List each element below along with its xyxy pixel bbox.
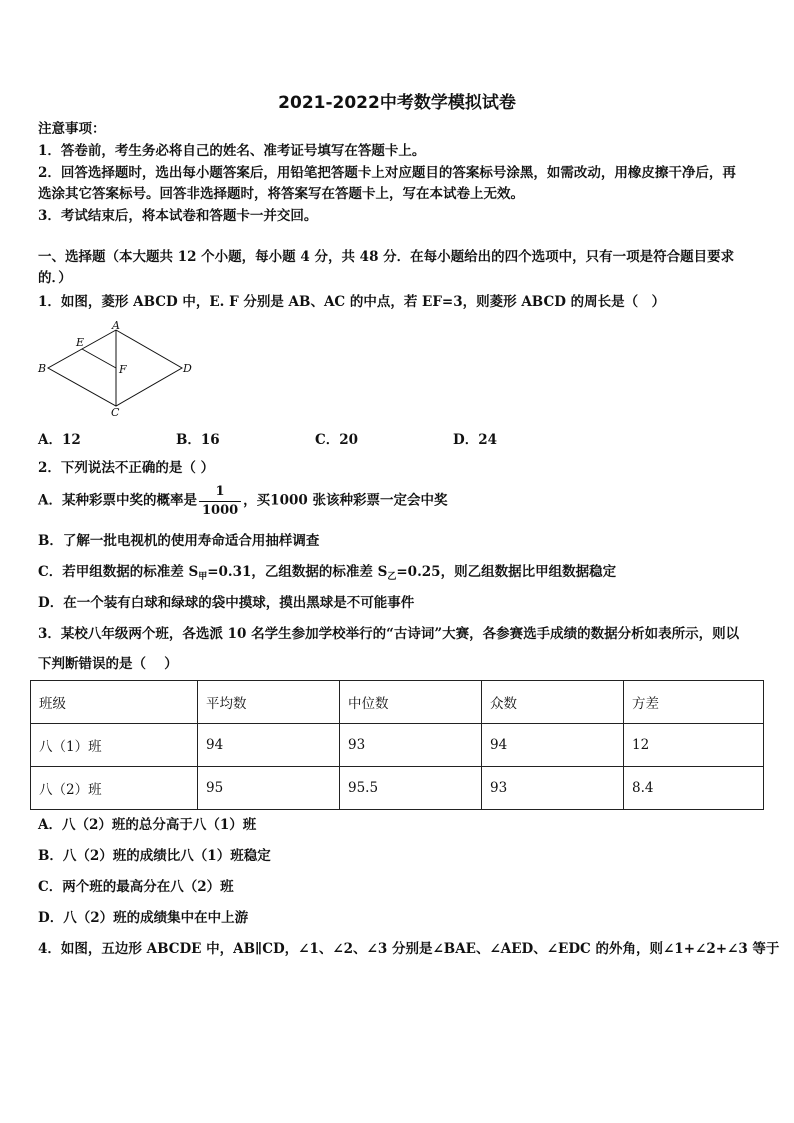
section-1-heading: 一、选择题（本大题共 12 个小题，每小题 4 分，共 48 分．在每小题给出的四个选项中，只有一项是符合题目要求 xyxy=(38,249,735,265)
notice-heading: 注意事项： xyxy=(38,121,106,137)
table-header-cell: 班级 xyxy=(31,681,198,724)
table-header-cell: 平均数 xyxy=(198,681,340,724)
fraction-numerator: 1 xyxy=(199,484,241,502)
q3-option-a: A．八（2）班的总分高于八（1）班 xyxy=(38,817,257,833)
q1-stem: 1．如图，菱形 ABCD 中，E. F 分别是 AB、AC 的中点，若 EF=3，则菱形 ABCD 的周长是（ ） xyxy=(38,294,666,310)
table-header-cell: 众数 xyxy=(482,681,624,724)
q3-stem: 3．某校八年级两个班，各选派 10 名学生参加学校举行的“古诗词”大赛，各参赛选手成绩的数据分析如表所示，则以 xyxy=(38,626,740,642)
table-cell: 95 xyxy=(198,767,340,810)
q3-option-d: D．八（2）班的成绩集中在中上游 xyxy=(38,910,249,926)
q1-option-c: C．20 xyxy=(315,432,359,448)
q1-option-a: A．12 xyxy=(38,432,81,448)
subscript-jia: 甲 xyxy=(198,572,208,582)
q2-option-c-part2: =0.31，乙组数据的标准差 S xyxy=(207,564,388,580)
table-header-cell: 方差 xyxy=(624,681,764,724)
table-cell: 八（1）班 xyxy=(31,724,198,767)
vertex-label-a: A xyxy=(112,319,120,332)
table-row xyxy=(31,767,764,810)
vertex-label-c: C xyxy=(111,406,120,418)
table-cell: 8.4 xyxy=(624,767,764,810)
table-cell: 12 xyxy=(624,724,764,767)
q1-option-d: D．24 xyxy=(453,432,497,448)
rhombus-figure xyxy=(30,318,200,418)
notice-item-1: 1．答卷前，考生务必将自己的姓名、准考证号填写在答题卡上。 xyxy=(38,143,426,159)
q3-option-b: B．八（2）班的成绩比八（1）班稳定 xyxy=(38,848,271,864)
q1-option-b: B．16 xyxy=(176,432,220,448)
q3-option-c: C．两个班的最高分在八（2）班 xyxy=(38,879,234,895)
q3-stem-cont: 下判断错误的是（ ） xyxy=(38,656,178,672)
q2-option-c-part1: C．若甲组数据的标准差 S xyxy=(38,564,199,580)
segment-ef xyxy=(82,349,116,368)
table-cell: 95.5 xyxy=(340,767,482,810)
q2-option-a-text: A．某种彩票中奖的概率是 xyxy=(38,492,197,509)
table-header-cell: 中位数 xyxy=(340,681,482,724)
fraction-denominator: 1000 xyxy=(201,502,239,518)
table-cell: 八（2）班 xyxy=(31,767,198,810)
table-cell: 93 xyxy=(482,767,624,810)
q2-option-c xyxy=(38,564,616,583)
section-1-heading-cont: 的．） xyxy=(38,270,72,286)
notice-item-2: 2．回答选择题时，选出每小题答案后，用铅笔把答题卡上对应题目的答案标号涂黑，如需改动，用橡皮擦干净后，再 xyxy=(38,165,736,181)
q2-option-a xyxy=(38,484,447,518)
table-cell: 94 xyxy=(198,724,340,767)
notice-item-2-cont: 选涂其它答案标号。回答非选择题时，将答案写在答题卡上，写在本试卷上无效。 xyxy=(38,186,524,202)
notice-item-3: 3．考试结束后，将本试卷和答题卡一并交回。 xyxy=(38,208,318,224)
q2-stem: 2．下列说法不正确的是（ ） xyxy=(38,460,215,476)
point-label-e: E xyxy=(76,336,85,349)
table-header-row xyxy=(31,681,764,724)
point-label-f: F xyxy=(119,363,127,376)
q2-option-c-part3: =0.25，则乙组数据比甲组数据稳定 xyxy=(396,564,617,580)
q2-option-d: D．在一个装有白球和绿球的袋中摸球，摸出黑球是不可能事件 xyxy=(38,595,415,611)
vertex-label-d: D xyxy=(183,362,192,375)
table-row xyxy=(31,724,764,767)
q4-stem: 4．如图，五边形 ABCDE 中，AB∥CD，∠1、∠2、∠3 分别是∠BAE、∠AED、∠EDC 的外角，则∠1+∠2+∠3 等于 xyxy=(38,941,780,957)
exam-title: 2021-2022中考数学模拟试卷 xyxy=(278,93,516,113)
vertex-label-b: B xyxy=(38,362,47,375)
score-table xyxy=(30,680,764,810)
q2-option-b: B．了解一批电视机的使用寿命适合用抽样调查 xyxy=(38,533,320,549)
table-cell: 94 xyxy=(482,724,624,767)
subscript-yi: 乙 xyxy=(387,572,397,582)
q2-option-a-tail: ，买1000 张该种彩票一定会中奖 xyxy=(243,492,448,509)
table-cell: 93 xyxy=(340,724,482,767)
probability-fraction xyxy=(199,484,241,518)
